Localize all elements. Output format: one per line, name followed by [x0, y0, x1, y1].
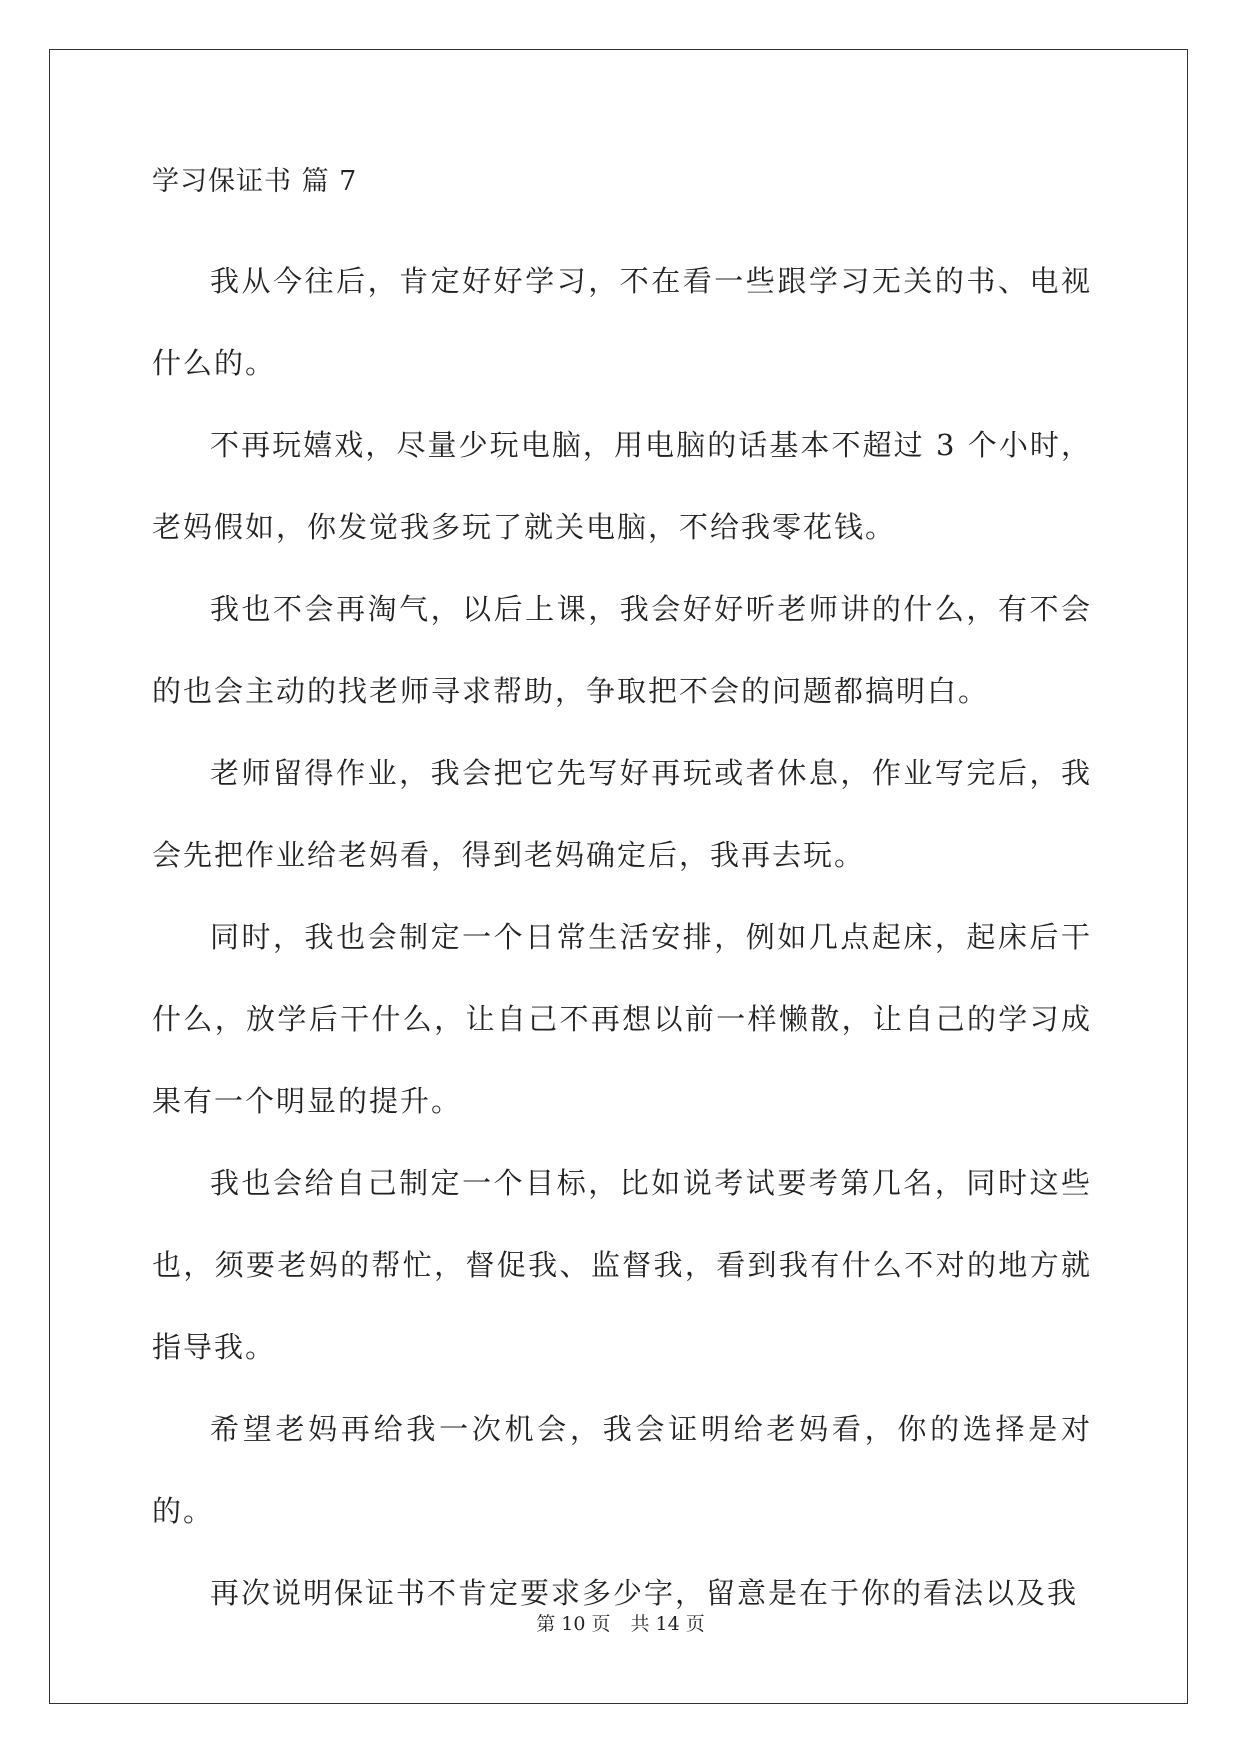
- document-title: 学习保证书 篇 7: [152, 166, 358, 197]
- paragraph-3: 我也不会再淘气，以后上课，我会好好听老师讲的什么，有不会的也会主动的找老师寻求帮助，争取把不会的问题都搞明白。: [152, 592, 1092, 708]
- paragraph-4: 老师留得作业，我会把它先写好再玩或者休息，作业写完后，我会先把作业给老妈看，得到老妈确定后，我再去玩。: [152, 756, 1092, 872]
- total-pages: 共 14 页: [630, 1613, 705, 1635]
- paragraph-8: 再次说明保证书不肯定要求多少字，留意是在于你的看法以及我: [210, 1576, 1079, 1610]
- document-body: [152, 162, 1092, 1634]
- page-footer: [0, 1611, 1241, 1637]
- paragraph-1: 我从今往后，肯定好好学习，不在看一些跟学习无关的书、电视什么的。: [152, 264, 1092, 380]
- paragraph-2: 不再玩嬉戏，尽量少玩电脑，用电脑的话基本不超过 3 个小时，老妈假如，你发觉我多玩了就关电脑，不给我零花钱。: [152, 428, 1092, 544]
- paragraph-7: 希望老妈再给我一次机会，我会证明给老妈看，你的选择是对的。: [152, 1412, 1092, 1528]
- current-page-number: 第 10 页: [536, 1613, 611, 1635]
- paragraph-6: 我也会给自己制定一个目标，比如说考试要考第几名，同时这些也，须要老妈的帮忙，督促我、监督我，看到我有什么不对的地方就指导我。: [152, 1166, 1092, 1364]
- paragraph-5: 同时，我也会制定一个日常生活安排，例如几点起床，起床后干什么，放学后干什么，让自己不再想以前一样懒散，让自己的学习成果有一个明显的提升。: [152, 920, 1092, 1118]
